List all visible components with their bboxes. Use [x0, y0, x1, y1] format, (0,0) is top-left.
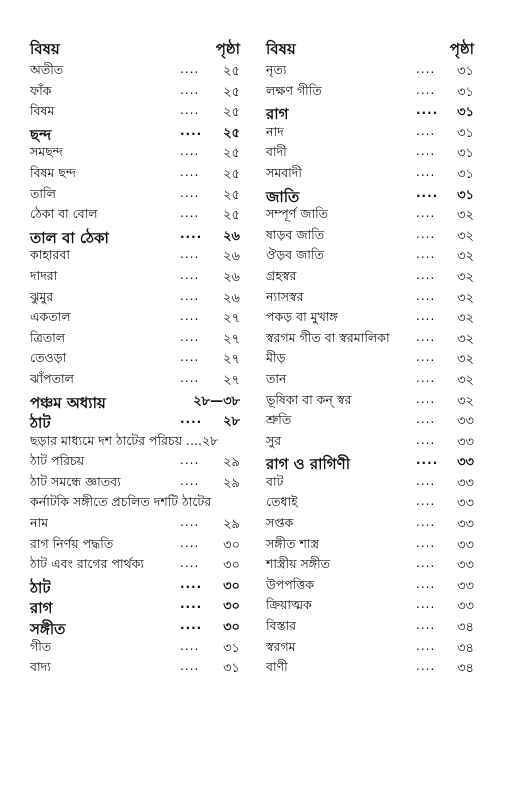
entry-page-number: ৩০ [223, 620, 240, 636]
entry-leader-dots: .... [180, 329, 200, 344]
entry-title: সম্পূর্ণ জাতি [266, 206, 329, 222]
entry-title: সপ্তক [266, 515, 294, 531]
entry-leader-dots: .... [416, 473, 436, 488]
entry-leader-dots: .... [180, 247, 200, 262]
entry-page-number: ৩০ [223, 537, 240, 553]
entry-leader-dots: .... [180, 638, 200, 653]
entry-leader-dots: .... [180, 412, 203, 427]
entry-page-number: ২৮ [223, 414, 240, 430]
toc-entry [30, 142, 240, 163]
toc-entry [266, 534, 474, 555]
toc-entry [30, 287, 240, 308]
entry-title: তালি [30, 185, 56, 201]
toc-entry [266, 451, 474, 472]
entry-page-number: ৩০ [223, 599, 240, 615]
entry-page-number: ২৯ [223, 517, 240, 533]
entry-title: বাদ্য [30, 659, 51, 675]
entry-page-number: ৩৪ [457, 661, 474, 677]
toc-entry [30, 431, 240, 452]
entry-title: রাগ নির্ণয় পদ্ধতি [30, 535, 114, 551]
entry-title: ঠাট সমন্ধে জ্ঞাতব্য [30, 473, 121, 489]
entry-page-number: ২৫ [223, 146, 240, 162]
toc-entry [266, 657, 474, 678]
entry-leader-dots: .... [180, 144, 200, 159]
entry-page-number: ৩৩ [457, 537, 474, 553]
entry-title: উপপত্তিক [266, 576, 314, 592]
entry-leader-dots: .... [180, 226, 203, 241]
toc-entry [30, 534, 240, 555]
entry-leader-dots: .... [416, 412, 436, 427]
toc-entry [30, 390, 240, 411]
toc-entry [30, 348, 240, 369]
entry-leader-dots: .... [416, 309, 436, 324]
entry-page-number: ৩৪ [457, 620, 474, 636]
entry-title: সমবাদী [266, 164, 302, 180]
header-page: পৃষ্ঠা [449, 40, 474, 58]
entry-title: রাগ ও রাগিণী [266, 455, 351, 474]
toc-entry [30, 472, 240, 493]
entry-page-number: ২৬ [223, 249, 240, 265]
toc-entry [266, 307, 474, 328]
entry-leader-dots: .... [416, 123, 436, 138]
entry-title: একতাল [30, 309, 71, 325]
entry-leader-dots: .... [416, 659, 436, 674]
entry-page-number: ২৮—৩৮ [193, 393, 240, 409]
entry-leader-dots: .... [416, 350, 436, 365]
entry-leader-dots: .... [416, 494, 436, 509]
toc-entry [266, 266, 474, 287]
entry-leader-dots: .... [416, 391, 436, 406]
entry-page-number: ৩৩ [457, 558, 474, 574]
entry-title: ঠেকা বা বোল [30, 206, 98, 222]
entry-title: নৃত্য [266, 62, 287, 77]
entry-title: মীড় [266, 350, 286, 366]
toc-entry [30, 410, 240, 431]
entry-title: ফাঁক [30, 82, 52, 98]
toc-entry [30, 163, 240, 184]
entry-leader-dots: .... [180, 309, 200, 324]
entry-page-number: ৩২ [457, 311, 474, 327]
toc-entry [30, 657, 240, 678]
entry-title: কাহারবা [30, 247, 71, 263]
toc-entry [30, 513, 240, 534]
toc-column-right [266, 36, 474, 678]
entry-page-number: ৩৪ [457, 640, 474, 656]
entry-leader-dots: .... [180, 370, 200, 385]
toc-entry [266, 81, 474, 102]
entry-page-number: ৩১ [457, 105, 474, 121]
entry-leader-dots: .... [180, 473, 200, 488]
entry-title: সঙ্গীত [30, 620, 66, 639]
entry-leader-dots: .... [416, 185, 439, 200]
entry-leader-dots: .... [180, 556, 200, 571]
entry-leader-dots: .... [416, 370, 436, 385]
entry-leader-dots: .... [180, 453, 200, 468]
toc-entry [266, 122, 474, 143]
toc-entry [30, 575, 240, 596]
toc-entry [30, 307, 240, 328]
entry-title: লক্ষণ গীতি [266, 82, 322, 98]
entry-leader-dots: .... [416, 103, 439, 118]
entry-leader-dots: .... [180, 123, 203, 138]
entry-leader-dots: .... [180, 597, 203, 612]
entry-page-number: ৩৩ [457, 496, 474, 512]
toc-entry [30, 225, 240, 246]
entry-leader-dots: .... [416, 453, 439, 468]
entry-page-number: ২৯ [223, 455, 240, 471]
entry-leader-dots: .... [180, 288, 200, 303]
entry-page-number: ২৫ [223, 166, 240, 182]
entry-page-number: ৩২ [457, 228, 474, 244]
entry-title: বিষম ছন্দ [30, 164, 76, 180]
toc-entry [266, 369, 474, 390]
entry-leader-dots: .... [416, 535, 436, 550]
toc-rows-right [266, 60, 474, 678]
entry-page-number: ৩১ [223, 661, 240, 677]
toc-entry [30, 451, 240, 472]
entry-title: নাদ [266, 123, 284, 139]
entry-page-number: ৩২ [457, 249, 474, 265]
toc-entry [266, 492, 474, 513]
entry-page-number: ৩২ [457, 290, 474, 306]
toc-column-left [30, 36, 240, 678]
toc-entry [266, 390, 474, 411]
entry-page-number: ২৭ [223, 352, 240, 368]
toc-entry [266, 575, 474, 596]
entry-title: শাস্ত্রীয় সঙ্গীত [266, 556, 331, 572]
entry-page-number: ২৬ [223, 228, 240, 244]
entry-page-number: ২৬ [223, 290, 240, 306]
entry-title: ছড়ার মাধ্যমে দশ ঠাটের পরিচয় ....২৮ [30, 432, 219, 448]
toc-entry [266, 637, 474, 658]
entry-page-number: ৩২ [457, 352, 474, 368]
entry-leader-dots: .... [180, 618, 203, 633]
entry-title: বাদী [266, 144, 287, 160]
toc-entry [266, 204, 474, 225]
entry-page-number: ৩০ [223, 558, 240, 574]
entry-title: বিষম [30, 103, 55, 119]
entry-page-number: ৩৩ [457, 414, 474, 430]
entry-title: বাট [266, 473, 284, 489]
entry-leader-dots: .... [180, 515, 200, 530]
entry-title: ঠাট পরিচয় [30, 453, 85, 469]
entry-title: কর্নাটকি সঙ্গীতে প্রচলিত দশটি ঠাটের [30, 494, 212, 510]
toc-entry [30, 637, 240, 658]
toc-entry [266, 554, 474, 575]
entry-leader-dots: .... [416, 556, 436, 571]
entry-page-number: ৩২ [457, 372, 474, 388]
entry-leader-dots: .... [180, 350, 200, 365]
entry-leader-dots: .... [180, 535, 200, 550]
entry-title: বাণী [266, 659, 288, 675]
entry-page-number: ৩০ [223, 578, 240, 594]
entry-page-number: ৩৩ [457, 434, 474, 450]
entry-leader-dots: .... [180, 82, 200, 97]
entry-leader-dots: .... [180, 267, 200, 282]
entry-page-number: ৩১ [457, 187, 474, 203]
toc-entry [266, 348, 474, 369]
entry-leader-dots: .... [416, 267, 436, 282]
toc-entry [30, 81, 240, 102]
toc-entry [266, 431, 474, 452]
toc-rows-left [30, 60, 240, 678]
entry-title: তাল বা ঠেকা [30, 228, 109, 247]
toc-entry [30, 245, 240, 266]
entry-title: ঠাট এবং রাগের পার্থক্য [30, 556, 145, 572]
entry-title: ভূষিকা বা কন্ স্বর [266, 391, 352, 407]
entry-title: সঙ্গীত শাস্ত্র [266, 535, 320, 551]
toc-entry [266, 142, 474, 163]
entry-title: অতীত [30, 62, 64, 77]
toc-entry [30, 204, 240, 225]
entry-page-number: ৩১ [457, 64, 474, 79]
toc-entry [266, 616, 474, 637]
entry-page-number: ২৫ [223, 64, 240, 79]
entry-page-number: ৩২ [457, 269, 474, 285]
entry-title: নাম [30, 515, 49, 531]
entry-page-number: ২৫ [223, 125, 240, 141]
entry-title: ঝুমুর [30, 288, 54, 304]
entry-title: গীত [30, 638, 52, 654]
entry-page-number: ৩১ [457, 166, 474, 182]
entry-leader-dots: .... [416, 164, 436, 179]
entry-leader-dots: .... [416, 329, 436, 344]
toc-entry [30, 554, 240, 575]
column-header [266, 36, 474, 60]
entry-title: ছন্দ [30, 125, 52, 144]
toc-entry [30, 266, 240, 287]
entry-title: ঠাট [30, 578, 51, 597]
entry-title: ষাড়ব জাতি [266, 226, 325, 242]
entry-leader-dots: .... [180, 576, 203, 591]
toc-entry [30, 369, 240, 390]
toc-entry [266, 245, 474, 266]
entry-page-number: ৩৩ [457, 517, 474, 533]
toc-entry [266, 595, 474, 616]
entry-title: রাগ [30, 599, 53, 618]
entry-page-number: ২৭ [223, 331, 240, 347]
entry-page-number: ৩২ [457, 331, 474, 347]
entry-page-number: ২৫ [223, 105, 240, 121]
entry-title: ঔড়ব জাতি [266, 247, 324, 263]
entry-leader-dots: .... [416, 247, 436, 262]
toc-entry [30, 492, 240, 513]
entry-leader-dots: .... [416, 432, 436, 447]
toc-entry [266, 184, 474, 205]
entry-title: জাতি [266, 187, 300, 206]
entry-title: বিস্তার [266, 618, 297, 634]
entry-page-number: ২৯ [223, 475, 240, 491]
entry-leader-dots: .... [180, 164, 200, 179]
entry-leader-dots: .... [416, 82, 436, 97]
entry-page-number: ৩৩ [457, 578, 474, 594]
entry-title: ক্রিয়াত্মক [266, 597, 312, 613]
entry-page-number: ৩২ [457, 208, 474, 224]
entry-page-number: ৩১ [457, 146, 474, 162]
entry-title: তেওড়া [30, 350, 67, 366]
entry-leader-dots: .... [180, 659, 200, 674]
entry-leader-dots: .... [180, 103, 200, 118]
entry-title: সমছন্দ [30, 144, 63, 160]
toc-entry [266, 410, 474, 431]
entry-page-number: ৩৩ [457, 455, 474, 471]
entry-page-number: ২৫ [223, 208, 240, 224]
entry-page-number: ৩৩ [457, 599, 474, 615]
entry-leader-dots: .... [416, 515, 436, 530]
entry-title: রাগ [266, 105, 289, 124]
entry-title: সুর [266, 432, 282, 448]
entry-page-number: ২৫ [223, 187, 240, 203]
entry-title: ন্যাসস্বর [266, 288, 304, 304]
toc-entry [30, 122, 240, 143]
toc-entry [266, 513, 474, 534]
entry-title: গ্রহস্বর [266, 267, 297, 283]
toc-entry [30, 328, 240, 349]
toc-entry [266, 472, 474, 493]
entry-page-number: ৩১ [223, 640, 240, 656]
entry-title: শ্রুতি [266, 412, 292, 428]
entry-leader-dots: .... [180, 62, 200, 76]
header-page: পৃষ্ঠা [215, 40, 240, 58]
header-topic: বিষয় [266, 40, 296, 58]
entry-page-number: ৩৩ [457, 475, 474, 491]
entry-title: স্বরগম [266, 638, 296, 654]
entry-title: স্বরগম গীত বা স্বরমালিকা [266, 329, 390, 345]
entry-title: তেধাই [266, 494, 298, 510]
toc-entry [30, 616, 240, 637]
entry-title: তান [266, 370, 287, 386]
entry-leader-dots: .... [416, 288, 436, 303]
entry-title: দাদরা [30, 267, 58, 283]
entry-page-number: ২৬ [223, 269, 240, 285]
entry-page-number: ৩১ [457, 84, 474, 100]
entry-leader-dots: .... [180, 185, 200, 200]
entry-leader-dots: .... [416, 618, 436, 633]
column-header [30, 36, 240, 60]
entry-leader-dots: .... [416, 144, 436, 159]
entry-title: পকড় বা মুখাঙ্গ [266, 309, 338, 325]
entry-leader-dots: .... [416, 206, 436, 221]
entry-page-number: ২৭ [223, 372, 240, 388]
toc-entry [266, 287, 474, 308]
entry-page-number: ৩২ [457, 393, 474, 409]
entry-page-number: ২৫ [223, 84, 240, 100]
toc-entry [30, 60, 240, 81]
header-topic: বিষয় [30, 40, 60, 58]
entry-leader-dots: .... [416, 638, 436, 653]
entry-leader-dots: .... [416, 597, 436, 612]
toc-entry [266, 225, 474, 246]
entry-title: পঞ্চম অধ্যায় [30, 393, 106, 412]
toc-entry [30, 101, 240, 122]
entry-leader-dots: .... [180, 206, 200, 221]
toc-entry [266, 328, 474, 349]
entry-leader-dots: .... [416, 62, 436, 76]
entry-leader-dots: .... [416, 576, 436, 591]
entry-title: ঠাট [30, 414, 51, 433]
entry-page-number: ২৭ [223, 311, 240, 327]
toc-entry [266, 101, 474, 122]
entry-leader-dots: .... [416, 226, 436, 241]
entry-title: ঝাঁপতাল [30, 370, 74, 386]
entry-title: ত্রিতাল [30, 329, 66, 345]
toc-entry [30, 595, 240, 616]
toc-entry [266, 60, 474, 81]
toc-entry [30, 184, 240, 205]
entry-page-number: ৩১ [457, 125, 474, 141]
toc-entry [266, 163, 474, 184]
